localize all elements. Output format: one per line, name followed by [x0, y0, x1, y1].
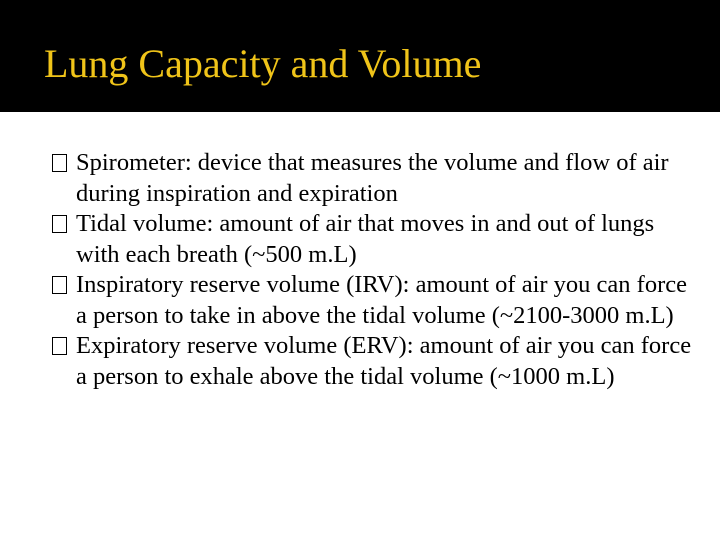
bullet-text: Tidal volume: amount of air that moves in and out of lungs with each breath (~500 m.L)	[76, 210, 655, 268]
bullet-text: Spirometer: device that measures the volume and flow of air during inspiration and expiration	[76, 149, 669, 207]
title-bar	[0, 0, 720, 112]
bullet-list	[52, 148, 692, 392]
box-glyph-icon	[52, 337, 67, 355]
box-glyph-icon	[52, 276, 67, 294]
bullet-item	[52, 148, 692, 209]
bullet-item	[52, 209, 692, 270]
box-glyph-icon	[52, 154, 67, 172]
bullet-item	[52, 270, 692, 331]
bullet-item	[52, 331, 692, 392]
box-glyph-icon	[52, 215, 67, 233]
bullet-text: Expiratory reserve volume (ERV): amount of air you can force a person to exhale above the tidal volume (~1000 m.L)	[76, 332, 692, 390]
bullet-text: Inspiratory reserve volume (IRV): amount of air you can force a person to take in above the tidal volume (~2100-3000 m.L)	[76, 271, 687, 329]
slide-title: Lung Capacity and Volume	[44, 41, 482, 86]
